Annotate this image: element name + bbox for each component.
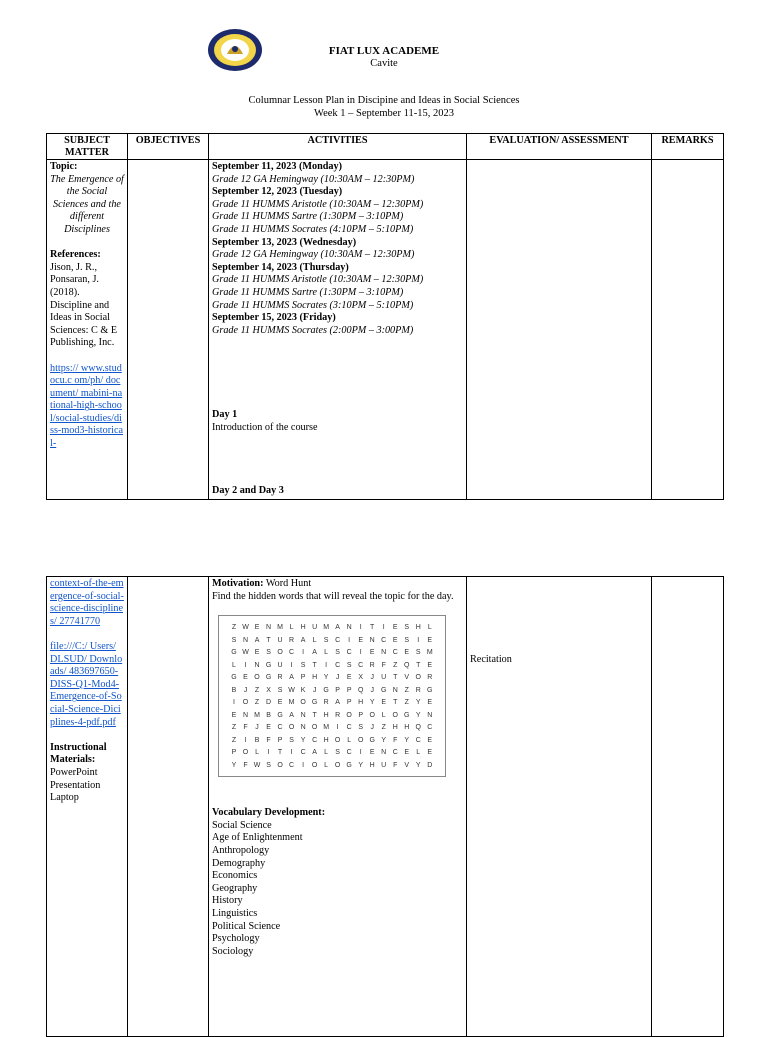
word-search-row: B J Z X S W K J G P P Q J G N Z R G xyxy=(231,686,433,694)
material-item: Laptop xyxy=(50,792,79,804)
vocabulary-item: Age of Enlightenment xyxy=(212,832,303,844)
subject-matter-cell xyxy=(47,160,128,500)
topic-label: Topic: xyxy=(50,161,78,172)
schedule-class: Grade 12 GA Hemingway (10:30AM – 12:30PM) xyxy=(212,173,415,185)
subject-matter-cell-continued xyxy=(47,577,128,1037)
word-search-row: Z I B F P S Y C H O L O G Y F Y C E xyxy=(231,736,433,744)
vocabulary-item: Economics xyxy=(212,870,258,882)
word-search-puzzle xyxy=(218,615,446,777)
vocabulary-item: History xyxy=(212,895,243,907)
evaluation-cell-continued xyxy=(467,577,652,1037)
vocabulary-item: Political Science xyxy=(212,920,281,932)
vocabulary-item: Sociology xyxy=(212,945,254,957)
word-search-row: P O L I T I C A L S C I E N C E L E xyxy=(231,749,433,757)
objectives-cell xyxy=(128,160,209,500)
activities-cell-continued xyxy=(209,577,467,1037)
remarks-cell-continued xyxy=(652,577,724,1037)
vocabulary-label: Vocabulary Development: xyxy=(212,807,326,819)
vocabulary-item: Psychology xyxy=(212,933,260,945)
motivation-label: Motivation: xyxy=(212,578,264,589)
word-search-row: S N A T U R A L S C I E N C E S I E xyxy=(231,636,433,644)
day-1-label: Day 1 xyxy=(212,409,238,421)
motivation-instruction: Find the hidden words that will reveal the topic for the day. xyxy=(212,590,454,602)
schedule-day: September 13, 2023 (Wednesday) xyxy=(212,236,357,248)
lesson-plan-table-part-2 xyxy=(46,576,724,1037)
motivation-value: Word Hunt xyxy=(265,578,312,589)
day-1-activity: Introduction of the course xyxy=(212,421,318,433)
word-search-row: Z W E N M L H U M A N I T I E S H L xyxy=(231,624,432,632)
schedule-day: September 15, 2023 (Friday) xyxy=(212,312,336,324)
word-search-row: G W E S O C I A L S C I E N C E S M xyxy=(231,649,433,657)
schedule-class: Grade 11 HUMMS Sartre (1:30PM – 3:10PM) xyxy=(212,286,404,298)
column-header-evaluation: EVALUATION/ ASSESSMENT xyxy=(467,134,652,160)
evaluation-recitation: Recitation xyxy=(470,654,512,665)
column-header-subject-matter: SUBJECT MATTER xyxy=(47,134,128,160)
word-search-row: E N M B G A N T H R O P O L O G Y N xyxy=(231,711,433,719)
weekly-schedule xyxy=(212,161,463,337)
word-search-row: Z F J E C O N O M I C S J Z H H Q C xyxy=(231,724,433,732)
column-header-objectives: OBJECTIVES xyxy=(128,134,209,160)
instructional-materials-label: Instructional Materials: xyxy=(50,741,107,766)
column-header-remarks: REMARKS xyxy=(652,134,724,160)
objectives-cell-continued xyxy=(128,577,209,1037)
schedule-class: Grade 11 HUMMS Socrates (2:00PM – 3:00PM) xyxy=(212,324,414,336)
material-item: PowerPoint Presentation xyxy=(50,766,101,791)
vocabulary-list xyxy=(212,820,463,959)
schedule-day: September 11, 2023 (Monday) xyxy=(212,161,342,172)
word-search-row: G E O G R A P H Y J E X J U T V O R xyxy=(231,674,433,682)
word-search-row: I O Z D E M O G R A P H Y E T Z Y E xyxy=(233,699,433,707)
schedule-day: September 12, 2023 (Tuesday) xyxy=(212,186,343,198)
schedule-class: Grade 11 HUMMS Socrates (3:10PM – 5:10PM) xyxy=(212,299,414,311)
vocabulary-item: Demography xyxy=(212,857,266,869)
motivation-line xyxy=(212,578,463,591)
day-2-3-label: Day 2 and Day 3 xyxy=(212,484,284,496)
vocabulary-item: Social Science xyxy=(212,819,272,831)
word-search-row: Y F W S O C I O L O G Y H U F V Y D xyxy=(231,761,433,769)
schedule-day: September 14, 2023 (Thursday) xyxy=(212,261,349,273)
vocabulary-item: Anthropology xyxy=(212,844,270,856)
evaluation-cell xyxy=(467,160,652,500)
topic-title: The Emergence of the Social Sciences and the different Disciplines xyxy=(50,173,124,235)
schedule-class: Grade 11 HUMMS Aristotle (10:30AM – 12:30PM) xyxy=(212,198,424,210)
lesson-plan-table-part-1 xyxy=(46,133,724,500)
schedule-class: Grade 11 HUMMS Sartre (1:30PM – 3:10PM) xyxy=(212,211,404,223)
references-label: References: xyxy=(50,249,101,261)
schedule-class: Grade 11 HUMMS Aristotle (10:30AM – 12:30PM) xyxy=(212,274,424,286)
reference-link-studocu-continued[interactable]: context-of-the-emergence-of-social-science-disciplines/ 27741770 xyxy=(50,578,124,627)
reference-link-local-file[interactable]: file:///C:/ Users/ DLSUD/ Downloads/ 483697650-DISS-Q1-Mod4-Emergence-of-Social-Science-Diciplines-4-pdf.pdf xyxy=(50,640,123,728)
activities-cell xyxy=(209,160,467,500)
school-name: FIAT LUX ACADEME xyxy=(328,45,440,57)
reference-link-studocu[interactable]: https:// www.studocu.c om/ph/ document/ mabini-national-high-school/social-studies/diss-mod3-historical- xyxy=(50,362,123,450)
column-header-activities: ACTIVITIES xyxy=(209,134,467,160)
schedule-class: Grade 11 HUMMS Socrates (4:10PM – 5:10PM) xyxy=(212,223,414,235)
vocabulary-item: Linguistics xyxy=(212,907,258,919)
schedule-class: Grade 12 GA Hemingway (10:30AM – 12:30PM) xyxy=(212,249,415,261)
school-location: Cavite xyxy=(370,58,398,69)
lesson-plan-title: Columnar Lesson Plan in Discipine and Ideas in Social Sciences xyxy=(248,95,520,106)
word-search-row: L I N G U I S T I C S C R F Z Q T E xyxy=(232,661,433,669)
reference-citation: Jison, J. R., Ponsaran, J. (2018). Discipline and Ideas in Social Sciences: C & E Publishing, Inc. xyxy=(50,261,118,349)
vocabulary-item: Geography xyxy=(212,882,258,894)
remarks-cell xyxy=(652,160,724,500)
lesson-plan-week: Week 1 – September 11-15, 2023 xyxy=(314,108,454,119)
